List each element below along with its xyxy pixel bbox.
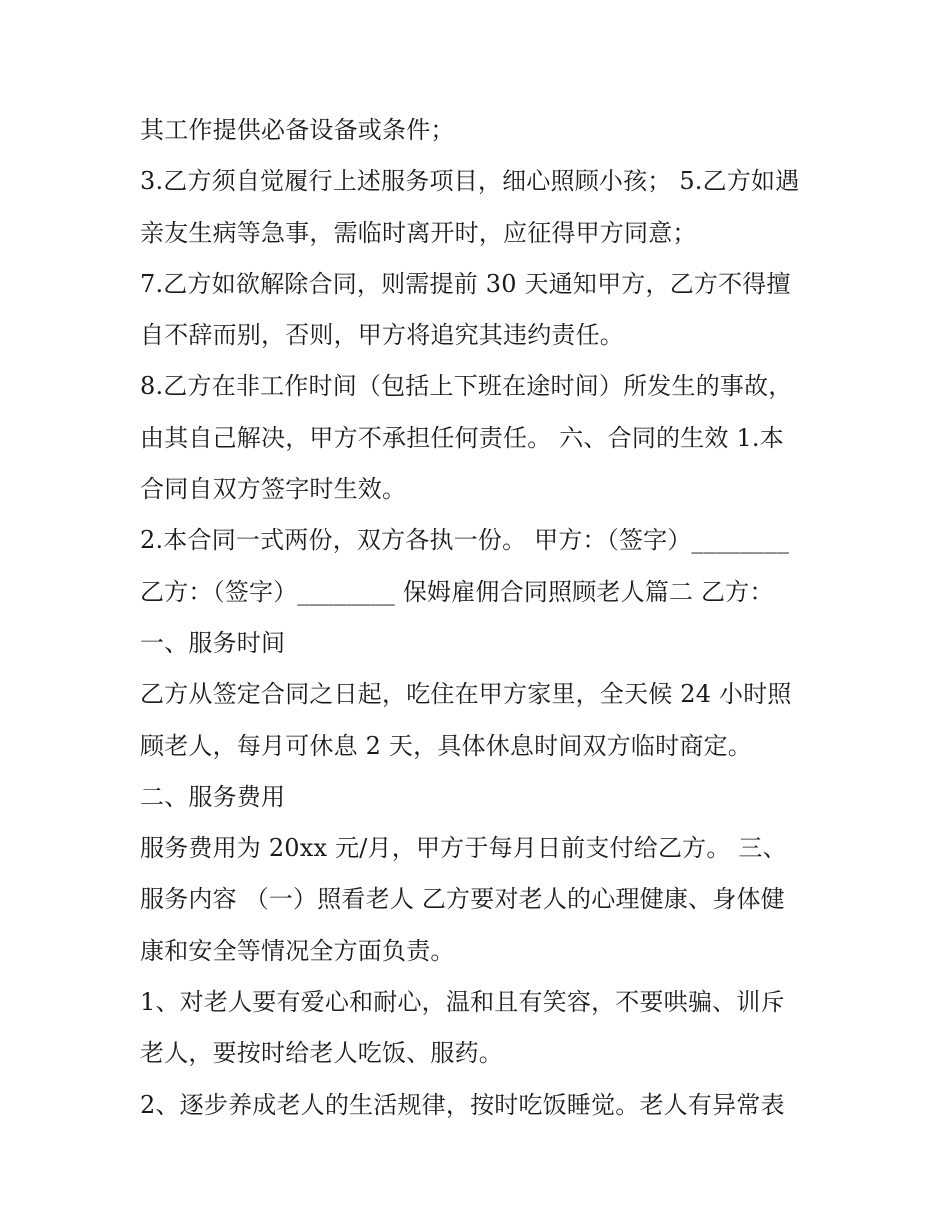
text-line: 自不辞而别，否则，甲方将追究其违约责任。 xyxy=(140,321,624,350)
section-heading: 一、服务时间 xyxy=(140,628,286,657)
text-line: 乙方：（签字）________ 保姆雇佣合同照顾老人篇二 乙方： xyxy=(140,577,774,606)
text-line: 由其自己解决，甲方不承担任何责任。 六、合同的生效 1.本 xyxy=(140,423,784,452)
text-line: 服务内容 （一）照看老人 乙方要对老人的心理健康、身体健 xyxy=(140,885,785,914)
text-line: 2.本合同一式两份，双方各执一份。 甲方：（签字）________ xyxy=(140,526,790,555)
text-line: 7.乙方如欲解除合同，则需提前 30 天通知甲方，乙方不得擅 xyxy=(140,269,791,298)
document-body xyxy=(140,105,810,1131)
section-heading: 二、服务费用 xyxy=(140,782,286,811)
text-line: 合同自双方签字时生效。 xyxy=(140,475,407,504)
text-line: 3.乙方须自觉履行上述服务项目，细心照顾小孩； 5.乙方如遇 xyxy=(140,167,800,196)
text-line: 2、逐步养成老人的生活规律，按时吃饭睡觉。老人有异常表 xyxy=(140,1090,785,1119)
text-line: 顾老人，每月可休息 2 天，具体休息时间双方临时商定。 xyxy=(140,731,752,760)
text-line: 康和安全等情况全方面负责。 xyxy=(140,936,455,965)
text-line: 1、对老人要有爱心和耐心，温和且有笑容，不要哄骗、训斥 xyxy=(140,988,785,1017)
text-line: 乙方从签定合同之日起，吃住在甲方家里，全天候 24 小时照 xyxy=(140,680,792,709)
text-line: 老人，要按时给老人吃饭、服药。 xyxy=(140,1039,503,1068)
text-line: 8.乙方在非工作时间（包括上下班在途时间）所发生的事故， xyxy=(140,372,793,401)
text-line: 亲友生病等急事，需临时离开时，应征得甲方同意； xyxy=(140,218,697,247)
text-line: 其工作提供必备设备或条件； xyxy=(140,116,455,144)
text-line: 服务费用为 20xx 元/月，甲方于每月日前支付给乙方。 三、 xyxy=(140,834,787,863)
